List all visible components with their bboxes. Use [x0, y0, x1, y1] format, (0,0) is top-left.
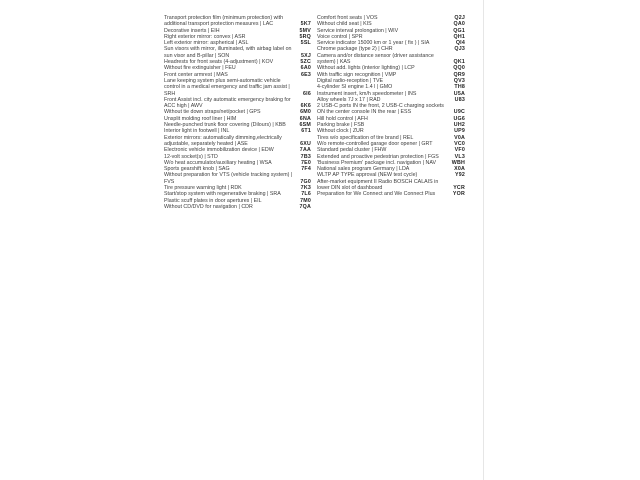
equipment-code: 7B3 [300, 153, 311, 160]
equipment-code: 6I6 [303, 90, 311, 97]
equipment-row [164, 172, 311, 185]
equipment-description: Hill hold control | AFH [317, 115, 368, 122]
equipment-code: Q2J [454, 15, 465, 21]
equipment-description: Digital radio-reception | TVE [317, 77, 384, 84]
equipment-code: 5XJ [300, 52, 311, 59]
equipment-code: VC0 [454, 140, 465, 147]
equipment-description: Voice control | SPR [317, 33, 363, 40]
equipment-description: National sales program Germany | LDA [317, 166, 410, 173]
equipment-description: Lane keeping system plus semi-automatic vehicle control in a medical emergency and traffic jam assist | SRH [164, 77, 290, 97]
equipment-code: 6A0 [300, 65, 311, 72]
equipment-code: QH1 [453, 33, 465, 40]
equipment-row [164, 97, 311, 110]
equipment-description: Service interval prolongation | WIV [317, 27, 399, 34]
equipment-code: QI4 [455, 40, 465, 47]
equipment-description: 'Business Premium' package incl. navigation | NAV [317, 159, 437, 166]
equipment-code: 7QA [299, 203, 311, 210]
equipment-description: Instrument insert, km/h speedometer | INS [317, 90, 417, 97]
equipment-row [164, 78, 311, 97]
equipment-description: Exterior mirrors: automatically dimming,electrically adjustable, separately heated | ASE [164, 134, 282, 147]
equipment-code: 6M0 [300, 109, 311, 116]
equipment-description: 2 USB-C ports IN the front, 2 USB-C charging sockets ON the center console IN the rear | ESS [317, 103, 444, 116]
equipment-code: 7G0 [300, 178, 311, 185]
equipment-description: Without child seat | KIS [317, 21, 372, 28]
equipment-description: Transport protection film (minimum protection) with additional transport protection measures | LAC [164, 15, 284, 28]
equipment-code: 6XU [300, 140, 311, 147]
equipment-row [164, 15, 311, 28]
equipment-description: Without tie down straps/net/pocket | GPS [164, 109, 261, 116]
equipment-code: 7AA [299, 147, 311, 154]
equipment-code: QV3 [453, 77, 465, 84]
equipment-code: 5MV [299, 27, 311, 34]
equipment-code: U83 [454, 96, 465, 103]
equipment-description: Without preparation for VTS (vehicle tracking system) | FVS [164, 172, 293, 185]
equipment-description: WLTP AP TYPE approval (NEW test cycle) [317, 172, 418, 179]
equipment-code: QJ3 [454, 46, 465, 53]
equipment-row [317, 53, 465, 66]
equipment-description: Electronic vehicle immobilization device | EDW [164, 147, 274, 154]
equipment-description: Headrests for front seats (4-adjustment) | KOV [164, 59, 274, 66]
equipment-description: Front center armrest | MAS [164, 71, 228, 78]
equipment-description: Preparation for We Connect and We Connect Plus [317, 191, 436, 198]
equipment-code: 5ZC [300, 59, 311, 66]
equipment-code: QQ0 [453, 65, 465, 72]
equipment-description: Tire pressure warning light | RDK [164, 185, 242, 192]
equipment-code: 6E3 [300, 71, 311, 78]
equipment-description: Left exterior mirror: aspherical | ASL [164, 40, 249, 47]
equipment-description: Alloy wheels 7J x 17 | RAD [317, 96, 381, 103]
equipment-description: 12-volt socket(s) | STD [164, 153, 218, 160]
equipment-code: U9C [453, 109, 465, 116]
equipment-description: After-market equipment II Radio BOSCH CALAIS in lower DIN slot of dashboard [317, 178, 439, 192]
equipment-description: Sports gearshift knob | SAG [164, 166, 230, 173]
equipment-description: Decorative inserts | EIH [164, 27, 220, 34]
equipment-code: VF0 [454, 147, 465, 154]
equipment-row [164, 135, 311, 148]
equipment-code: UG6 [453, 115, 465, 122]
equipment-code: 7E0 [300, 159, 311, 166]
equipment-description: Needle-punched trunk floor covering (Dilours) | KBB [164, 122, 286, 129]
equipment-description: Sun visors with mirror, illuminated, with airbag label on sun visor and B-pillar | SON [164, 46, 292, 59]
equipment-code: 7M0 [300, 197, 311, 204]
equipment-description: Without clock | ZUR [317, 128, 364, 135]
equipment-code: 7F4 [301, 166, 311, 173]
equipment-code: VL3 [454, 153, 465, 160]
page-edge-divider [483, 0, 484, 480]
equipment-description: Chrome package (type 2) | CHR [317, 46, 393, 53]
equipment-description: Camera and/or distance sensor (driver assistance system) | KAS [317, 52, 434, 66]
equipment-code: Y92 [454, 172, 465, 179]
equipment-code: 7L6 [301, 191, 311, 198]
equipment-code: QG1 [453, 27, 465, 34]
equipment-description: Parking brake | FSB [317, 122, 365, 129]
equipment-code: U5A [453, 90, 465, 97]
equipment-code: UH2 [453, 122, 465, 129]
equipment-code: 5RQ [299, 33, 311, 40]
equipment-code: 6SM [299, 122, 311, 129]
equipment-code: 5SL [300, 40, 311, 47]
equipment-description: Standard pedal cluster | FHW [317, 147, 387, 154]
equipment-description: Without fire extinguisher | FEU [164, 65, 236, 72]
equipment-row [164, 204, 311, 210]
equipment-description: Front Assist incl. city automatic emergency braking for ACC high | AWV [164, 96, 291, 110]
equipment-code: X0A [454, 166, 465, 173]
equipment-description: Without CD/DVD for navigation | CDR [164, 203, 253, 210]
equipment-code: 5K7 [300, 21, 311, 28]
equipment-description: Plastic scuff plates in door apertures | EIL [164, 197, 262, 204]
equipment-description: With traffic sign recognition | VMP [317, 71, 397, 78]
equipment-code: 7K3 [300, 185, 311, 192]
equipment-code: QA0 [453, 21, 465, 28]
equipment-description: Right exterior mirror: convex | ASR [164, 33, 246, 40]
equipment-description: 4-cylinder SI engine 1.4 l | GMO [317, 84, 393, 91]
equipment-list-left [164, 15, 311, 210]
equipment-description: W/o heat accumulator/auxiliary heating | WSA [164, 159, 272, 166]
equipment-code: 6T1 [301, 128, 311, 135]
equipment-code: YOR [452, 191, 465, 198]
equipment-code: V0A [454, 134, 465, 141]
equipment-description: Interior light in footwell | INL [164, 128, 230, 135]
equipment-code: WBH [451, 159, 465, 166]
equipment-description: Tires w/o specification of tire brand | REL [317, 134, 414, 141]
equipment-row [164, 46, 311, 59]
equipment-row [317, 191, 465, 197]
equipment-list-right [317, 15, 465, 198]
equipment-code: TH8 [454, 84, 465, 91]
equipment-description: Extended and proactive pedestrian protection | FGS [317, 153, 439, 160]
equipment-row [317, 179, 465, 192]
equipment-description: Unsplit molding roof liner | HIM [164, 115, 237, 122]
equipment-code: YCR [453, 185, 465, 192]
equipment-description: Comfort front seats | VOS [317, 15, 378, 21]
equipment-description: Service indicator 15000 km or 1 year ( fix ) | SIA [317, 40, 430, 47]
equipment-description: W/o remote-controlled garage door opener | GRT [317, 140, 433, 147]
equipment-code: QR9 [453, 71, 465, 78]
equipment-code: 6K6 [300, 103, 311, 110]
equipment-code: UP9 [454, 128, 465, 135]
equipment-description: Start/stop system with regenerative braking | SRA [164, 191, 281, 198]
equipment-description: Without add. lights (interior lighting) | LCP [317, 65, 415, 72]
equipment-code: QK1 [453, 59, 465, 66]
equipment-row [317, 103, 465, 116]
equipment-code: 6NA [299, 115, 311, 122]
